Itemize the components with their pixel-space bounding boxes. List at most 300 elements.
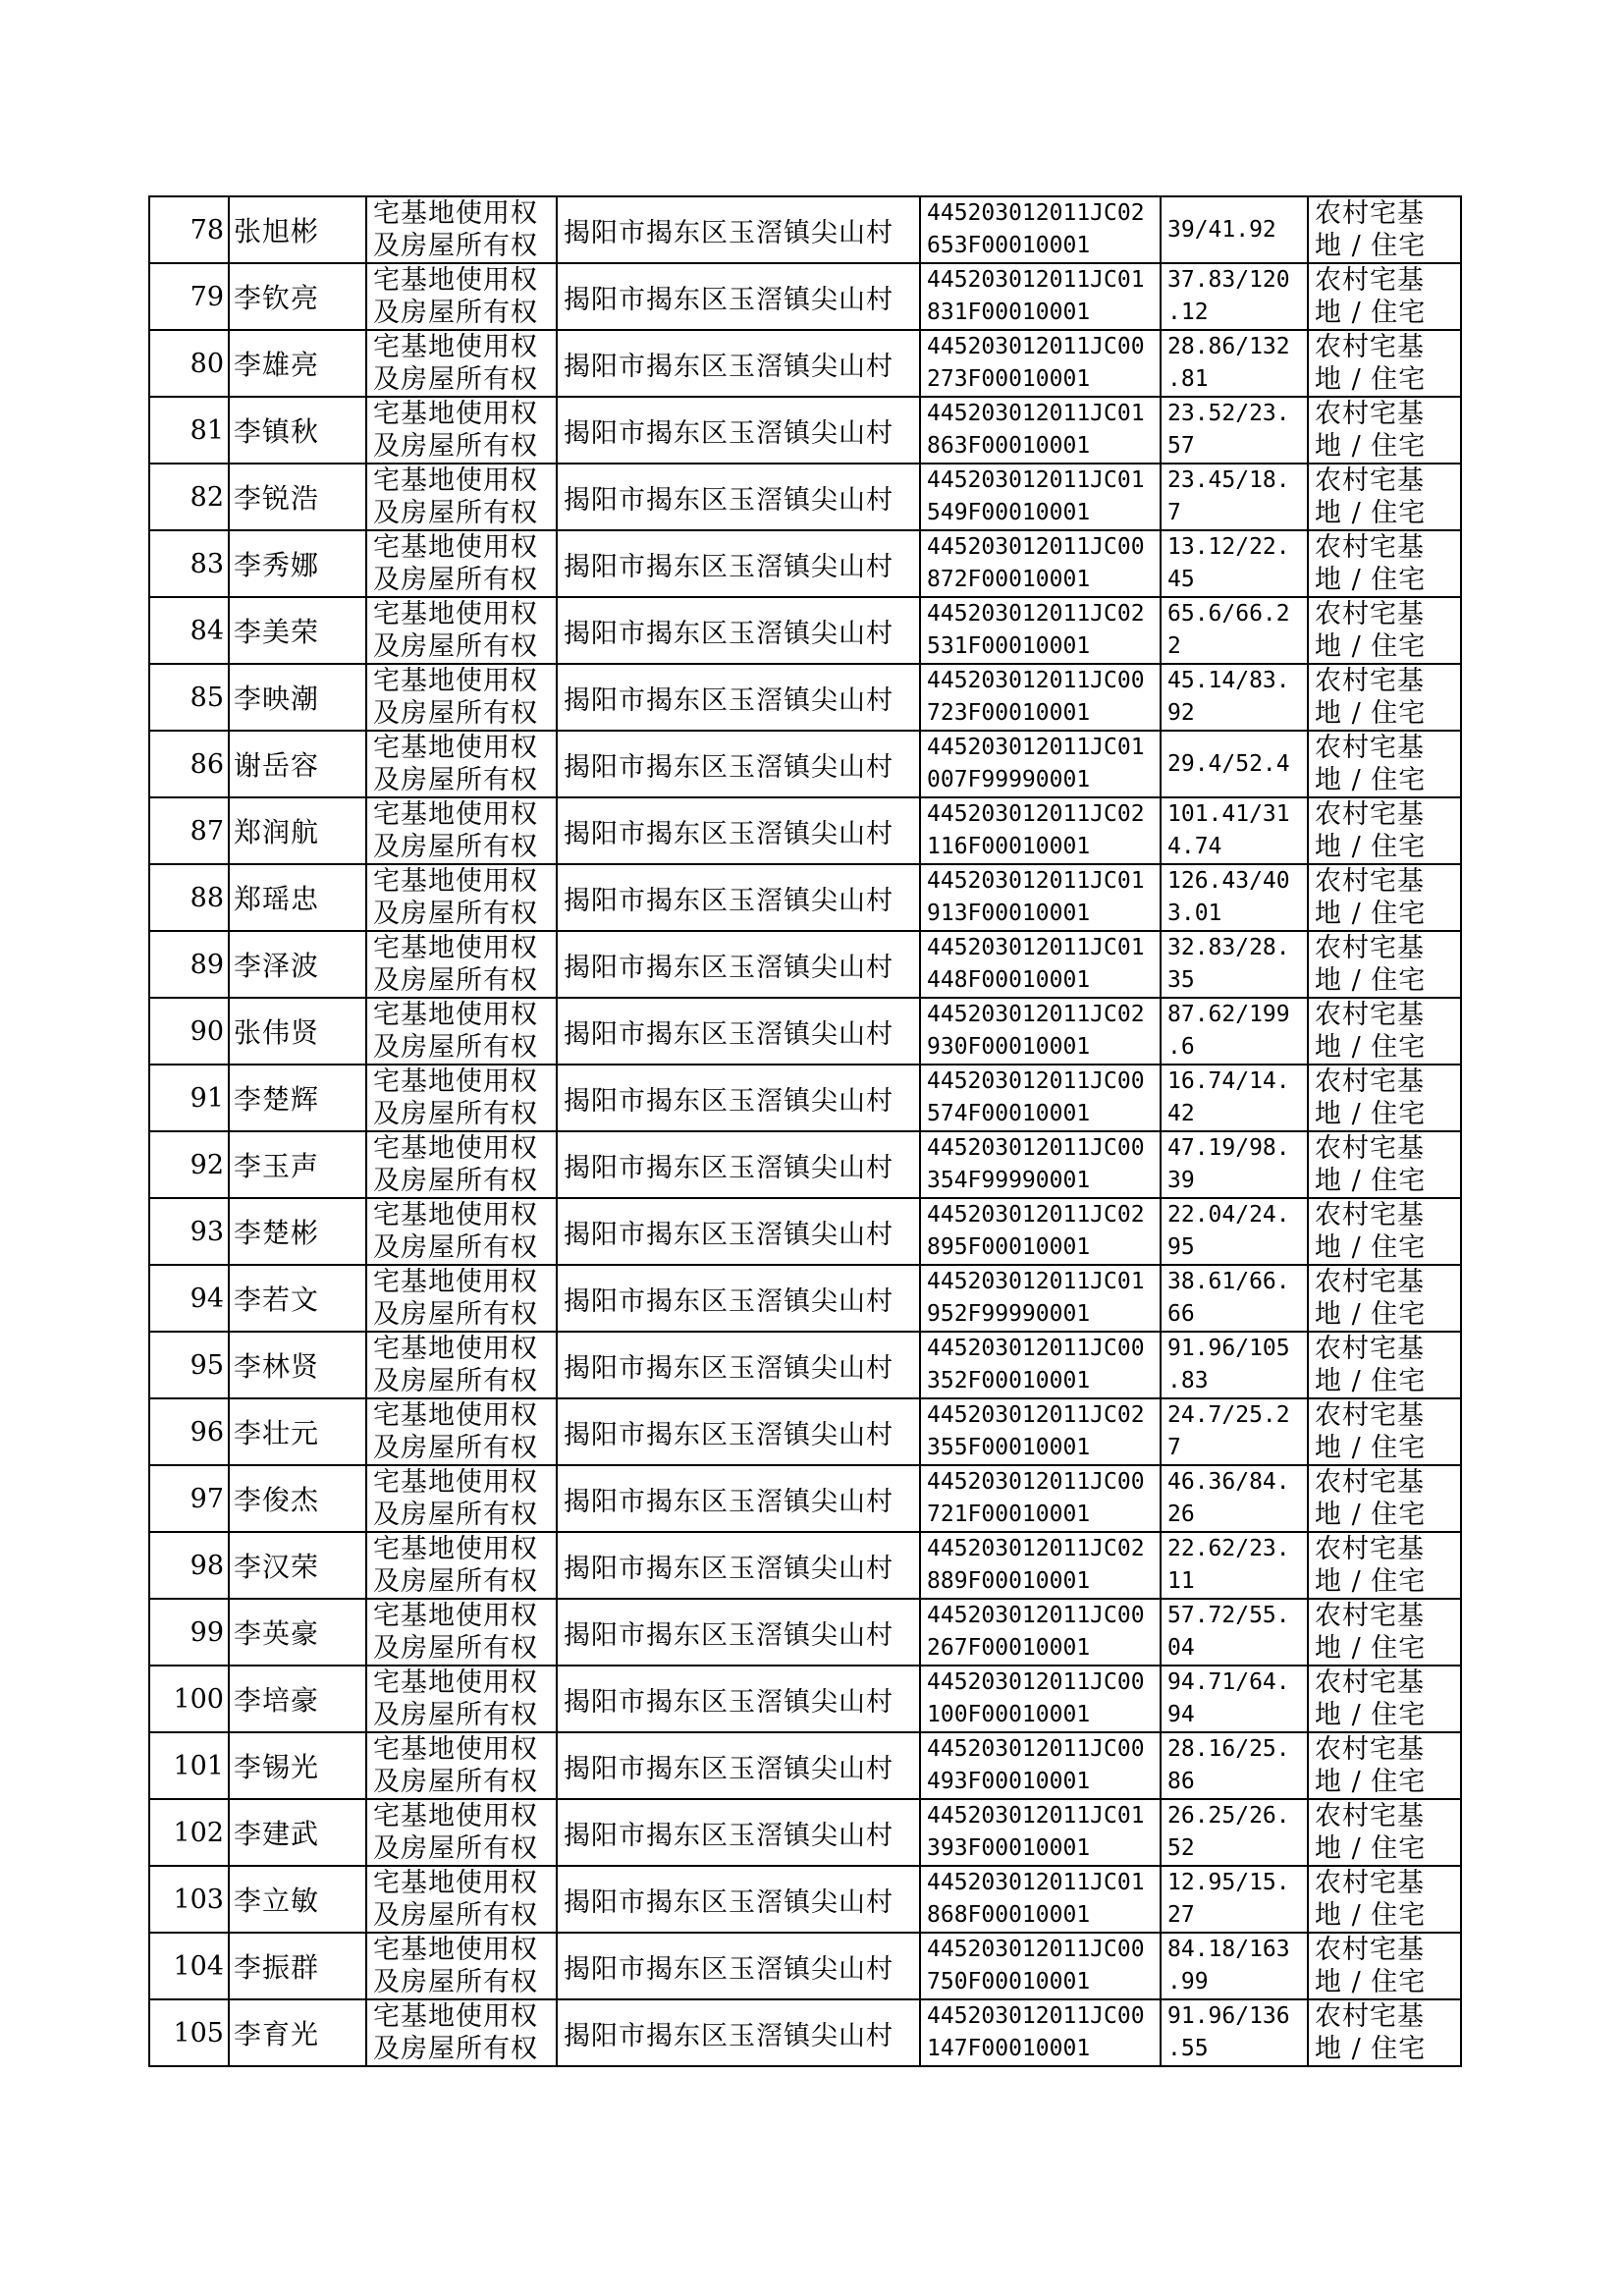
right-type: [366, 1732, 557, 1799]
land-use-line: 地 / 住宅: [1315, 1967, 1427, 1997]
land-use-line: 地 / 住宅: [1315, 364, 1427, 395]
land-use-line: 地 / 住宅: [1315, 965, 1427, 996]
land-use-line: 农村宅基: [1315, 799, 1425, 830]
land-use: [1308, 797, 1461, 864]
right-type-line: 及房屋所有权: [373, 1366, 538, 1396]
right-type-line: 宅基地使用权: [373, 1801, 538, 1831]
row-number: 95: [149, 1332, 229, 1398]
owner-name: 李镇秋: [229, 397, 366, 464]
property-code-line: 445203012011JC00: [927, 1937, 1145, 1962]
land-use: [1308, 1666, 1461, 1732]
area-value-line: 29.4/52.4: [1167, 750, 1290, 777]
area-value: [1161, 998, 1308, 1065]
area-value-line: 13.12/22.: [1167, 534, 1290, 560]
property-code-line: 273F00010001: [927, 366, 1091, 392]
area-value-line: 23.52/23.: [1167, 401, 1290, 426]
row-number: 104: [149, 1933, 229, 1999]
property-address: 揭阳市揭东区玉滘镇尖山村: [557, 597, 920, 664]
registry-table: [148, 195, 1462, 2067]
right-type: [366, 1065, 557, 1131]
area-value-line: 27: [1167, 1902, 1195, 1928]
row-number: 101: [149, 1732, 229, 1799]
property-code: [920, 1532, 1161, 1599]
right-type: [366, 597, 557, 664]
property-code-line: 354F99990001: [927, 1168, 1091, 1193]
row-number: 103: [149, 1866, 229, 1933]
land-use: [1308, 1532, 1461, 1599]
table-row: [149, 263, 1461, 330]
table-row: [149, 1398, 1461, 1465]
land-use-line: 地 / 住宅: [1315, 832, 1427, 862]
property-code-line: 445203012011JC02: [927, 801, 1145, 827]
owner-name: 李楚彬: [229, 1198, 366, 1265]
property-code-line: 750F00010001: [927, 1969, 1091, 1994]
right-type-line: 宅基地使用权: [373, 933, 538, 963]
right-type: [366, 1398, 557, 1465]
owner-name: 李钦亮: [229, 263, 366, 330]
right-type: [366, 731, 557, 797]
area-value: [1161, 1532, 1308, 1599]
area-value-line: 94.71/64.: [1167, 1669, 1290, 1695]
area-value-line: 11: [1167, 1568, 1195, 1594]
area-value-line: 86: [1167, 1769, 1195, 1794]
area-value-line: 45.14/83.: [1167, 668, 1290, 693]
property-code-line: 100F00010001: [927, 1702, 1091, 1727]
right-type: [366, 864, 557, 931]
land-use-line: 农村宅基: [1315, 2001, 1425, 2032]
area-value: [1161, 1332, 1308, 1398]
row-number: 90: [149, 998, 229, 1065]
land-use-line: 地 / 住宅: [1315, 1433, 1427, 1463]
right-type-line: 宅基地使用权: [373, 1534, 538, 1564]
property-code-line: 445203012011JC00: [927, 1669, 1145, 1695]
area-value-line: 95: [1167, 1234, 1195, 1260]
row-number: 83: [149, 530, 229, 597]
property-code: [920, 196, 1161, 263]
property-code-line: 445203012011JC00: [927, 2003, 1145, 2029]
area-value: [1161, 597, 1308, 664]
property-code-line: 448F00010001: [927, 967, 1091, 993]
property-code-line: 445203012011JC01: [927, 1803, 1145, 1829]
right-type: [366, 1799, 557, 1866]
right-type-line: 宅基地使用权: [373, 198, 538, 229]
land-use-line: 地 / 住宅: [1315, 1232, 1427, 1263]
table-row: [149, 196, 1461, 263]
property-code: [920, 797, 1161, 864]
owner-name: 李振群: [229, 1933, 366, 1999]
land-use-line: 农村宅基: [1315, 1133, 1425, 1164]
table-row: [149, 1332, 1461, 1398]
area-value: [1161, 196, 1308, 263]
property-code: [920, 1398, 1161, 1465]
property-code-line: 445203012011JC00: [927, 668, 1145, 693]
area-value: [1161, 464, 1308, 530]
land-use-line: 农村宅基: [1315, 1935, 1425, 1965]
right-type-line: 及房屋所有权: [373, 1900, 538, 1931]
owner-name: 谢岳容: [229, 731, 366, 797]
owner-name: 李玉声: [229, 1131, 366, 1198]
right-type-line: 及房屋所有权: [373, 765, 538, 795]
property-code-line: 445203012011JC00: [927, 1469, 1145, 1495]
right-type-line: 及房屋所有权: [373, 1166, 538, 1196]
table-row: [149, 1532, 1461, 1599]
property-code-line: 352F00010001: [927, 1368, 1091, 1393]
right-type: [366, 1532, 557, 1599]
land-use: [1308, 397, 1461, 464]
area-value: [1161, 931, 1308, 998]
right-type-line: 及房屋所有权: [373, 565, 538, 595]
owner-name: 李俊杰: [229, 1465, 366, 1532]
property-code-line: 831F00010001: [927, 300, 1091, 325]
property-code-line: 445203012011JC00: [927, 1336, 1145, 1361]
table-row: [149, 1599, 1461, 1666]
property-code-line: 445203012011JC02: [927, 1202, 1145, 1228]
land-use-line: 农村宅基: [1315, 1467, 1425, 1498]
table-row: [149, 1198, 1461, 1265]
property-code: [920, 1866, 1161, 1933]
land-use-line: 地 / 住宅: [1315, 2034, 1427, 2064]
area-value-line: 57: [1167, 433, 1195, 459]
right-type-line: 及房屋所有权: [373, 1767, 538, 1797]
area-value: [1161, 1198, 1308, 1265]
right-type: [366, 464, 557, 530]
land-use-line: 地 / 住宅: [1315, 631, 1427, 662]
area-value: [1161, 1398, 1308, 1465]
property-address: 揭阳市揭东区玉滘镇尖山村: [557, 263, 920, 330]
area-value: [1161, 664, 1308, 731]
owner-name: 李汉荣: [229, 1532, 366, 1599]
row-number: 94: [149, 1265, 229, 1332]
property-address: 揭阳市揭东区玉滘镇尖山村: [557, 1465, 920, 1532]
row-number: 81: [149, 397, 229, 464]
area-value-line: 3.01: [1167, 901, 1222, 926]
area-value: [1161, 1866, 1308, 1933]
area-value: [1161, 1599, 1308, 1666]
property-code-line: 445203012011JC01: [927, 868, 1145, 894]
property-code-line: 952F99990001: [927, 1301, 1091, 1327]
owner-name: 李锐浩: [229, 464, 366, 530]
land-use-line: 农村宅基: [1315, 733, 1425, 763]
area-value-line: 37.83/120: [1167, 267, 1290, 293]
property-code-line: 493F00010001: [927, 1769, 1091, 1794]
land-use-line: 农村宅基: [1315, 1000, 1425, 1030]
property-code-line: 267F00010001: [927, 1635, 1091, 1661]
property-code-line: 445203012011JC00: [927, 1135, 1145, 1161]
property-code: [920, 1732, 1161, 1799]
right-type: [366, 1999, 557, 2066]
property-code-line: 445203012011JC00: [927, 534, 1145, 560]
property-code: [920, 1799, 1161, 1866]
land-use: [1308, 597, 1461, 664]
land-use-line: 地 / 住宅: [1315, 1767, 1427, 1797]
property-code-line: 445203012011JC02: [927, 601, 1145, 627]
area-value-line: 52: [1167, 1835, 1195, 1861]
table-row: [149, 1999, 1461, 2066]
right-type: [366, 1465, 557, 1532]
right-type-line: 及房屋所有权: [373, 231, 538, 261]
land-use: [1308, 1065, 1461, 1131]
property-code-line: 895F00010001: [927, 1234, 1091, 1260]
area-value-line: 87.62/199: [1167, 1002, 1290, 1027]
property-code-line: 445203012011JC00: [927, 1603, 1145, 1628]
land-use: [1308, 196, 1461, 263]
area-value-line: 26.25/26.: [1167, 1803, 1290, 1829]
right-type-line: 宅基地使用权: [373, 399, 538, 429]
right-type-line: 及房屋所有权: [373, 1833, 538, 1864]
property-address: 揭阳市揭东区玉滘镇尖山村: [557, 1866, 920, 1933]
area-value-line: 57.72/55.: [1167, 1603, 1290, 1628]
row-number: 78: [149, 196, 229, 263]
right-type-line: 及房屋所有权: [373, 1633, 538, 1664]
land-use-line: 农村宅基: [1315, 532, 1425, 563]
right-type-line: 宅基地使用权: [373, 733, 538, 763]
area-value: [1161, 330, 1308, 397]
table-row: [149, 864, 1461, 931]
right-type-line: 宅基地使用权: [373, 532, 538, 563]
property-address: 揭阳市揭东区玉滘镇尖山村: [557, 1532, 920, 1599]
land-use-line: 地 / 住宅: [1315, 231, 1427, 261]
area-value-line: .55: [1167, 2036, 1209, 2061]
property-code: [920, 664, 1161, 731]
owner-name: 郑瑶忠: [229, 864, 366, 931]
owner-name: 郑润航: [229, 797, 366, 864]
property-address: 揭阳市揭东区玉滘镇尖山村: [557, 464, 920, 530]
right-type-line: 及房屋所有权: [373, 1967, 538, 1997]
right-type-line: 宅基地使用权: [373, 799, 538, 830]
land-use: [1308, 464, 1461, 530]
area-value-line: 22.04/24.: [1167, 1202, 1290, 1228]
land-use-line: 地 / 住宅: [1315, 498, 1427, 528]
land-use-line: 地 / 住宅: [1315, 1633, 1427, 1664]
property-code-line: 863F00010001: [927, 433, 1091, 459]
property-address: 揭阳市揭东区玉滘镇尖山村: [557, 1065, 920, 1131]
table-row: [149, 931, 1461, 998]
owner-name: 张伟贤: [229, 998, 366, 1065]
right-type-line: 宅基地使用权: [373, 265, 538, 296]
area-value-line: 45: [1167, 567, 1195, 592]
right-type-line: 及房屋所有权: [373, 431, 538, 462]
property-code: [920, 1265, 1161, 1332]
area-value-line: .81: [1167, 366, 1209, 392]
property-code: [920, 1065, 1161, 1131]
area-value-line: 23.45/18.: [1167, 467, 1290, 493]
property-code: [920, 330, 1161, 397]
row-number: 79: [149, 263, 229, 330]
property-code: [920, 1666, 1161, 1732]
property-code-line: 445203012011JC01: [927, 467, 1145, 493]
property-code: [920, 1465, 1161, 1532]
row-number: 92: [149, 1131, 229, 1198]
land-use-line: 农村宅基: [1315, 1667, 1425, 1698]
property-address: 揭阳市揭东区玉滘镇尖山村: [557, 1198, 920, 1265]
property-code: [920, 263, 1161, 330]
owner-name: 李秀娜: [229, 530, 366, 597]
right-type-line: 及房屋所有权: [373, 698, 538, 729]
owner-name: 李建武: [229, 1799, 366, 1866]
table-row: [149, 1265, 1461, 1332]
property-code-line: 445203012011JC01: [927, 735, 1145, 760]
property-code-line: 889F00010001: [927, 1568, 1091, 1594]
right-type-line: 及房屋所有权: [373, 1433, 538, 1463]
property-code-line: 445203012011JC00: [927, 1068, 1145, 1094]
land-use: [1308, 1198, 1461, 1265]
row-number: 80: [149, 330, 229, 397]
right-type-line: 宅基地使用权: [373, 866, 538, 897]
area-value: [1161, 797, 1308, 864]
property-code: [920, 1599, 1161, 1666]
right-type: [366, 330, 557, 397]
land-use: [1308, 664, 1461, 731]
land-use-line: 地 / 住宅: [1315, 565, 1427, 595]
property-code-line: 393F00010001: [927, 1835, 1091, 1861]
property-address: 揭阳市揭东区玉滘镇尖山村: [557, 797, 920, 864]
right-type-line: 及房屋所有权: [373, 2034, 538, 2064]
right-type: [366, 998, 557, 1065]
right-type-line: 宅基地使用权: [373, 1334, 538, 1364]
right-type: [366, 1332, 557, 1398]
table-row: [149, 998, 1461, 1065]
area-value: [1161, 263, 1308, 330]
property-code: [920, 464, 1161, 530]
property-address: 揭阳市揭东区玉滘镇尖山村: [557, 1799, 920, 1866]
row-number: 91: [149, 1065, 229, 1131]
area-value-line: 32.83/28.: [1167, 935, 1290, 960]
property-code: [920, 1999, 1161, 2066]
owner-name: 李若文: [229, 1265, 366, 1332]
property-code-line: 872F00010001: [927, 567, 1091, 592]
right-type-line: 宅基地使用权: [373, 666, 538, 696]
area-value-line: 28.16/25.: [1167, 1736, 1290, 1762]
right-type-line: 宅基地使用权: [373, 1267, 538, 1297]
land-use: [1308, 263, 1461, 330]
table-row: [149, 597, 1461, 664]
land-use-line: 农村宅基: [1315, 1801, 1425, 1831]
property-code-line: 445203012011JC00: [927, 334, 1145, 359]
land-use-line: 农村宅基: [1315, 933, 1425, 963]
property-code-line: 445203012011JC02: [927, 1536, 1145, 1561]
row-number: 97: [149, 1465, 229, 1532]
property-code-line: 549F00010001: [927, 500, 1091, 525]
right-type: [366, 1933, 557, 1999]
right-type-line: 宅基地使用权: [373, 2001, 538, 2032]
area-value-line: 91.96/105: [1167, 1336, 1290, 1361]
land-use: [1308, 330, 1461, 397]
land-use: [1308, 1265, 1461, 1332]
land-use-line: 地 / 住宅: [1315, 1032, 1427, 1063]
area-value-line: 46.36/84.: [1167, 1469, 1290, 1495]
right-type-line: 及房屋所有权: [373, 1299, 538, 1330]
property-address: 揭阳市揭东区玉滘镇尖山村: [557, 998, 920, 1065]
land-use: [1308, 1732, 1461, 1799]
land-use-line: 地 / 住宅: [1315, 1299, 1427, 1330]
area-value-line: 39: [1167, 1168, 1195, 1193]
area-value: [1161, 864, 1308, 931]
land-use: [1308, 530, 1461, 597]
property-address: 揭阳市揭东区玉滘镇尖山村: [557, 397, 920, 464]
right-type: [366, 1866, 557, 1933]
area-value: [1161, 1933, 1308, 1999]
table-row: [149, 397, 1461, 464]
area-value-line: 94: [1167, 1702, 1195, 1727]
area-value-line: 16.74/14.: [1167, 1068, 1290, 1094]
property-code-line: 723F00010001: [927, 700, 1091, 726]
area-value: [1161, 1732, 1308, 1799]
area-value-line: .83: [1167, 1368, 1209, 1393]
area-value-line: 4.74: [1167, 834, 1222, 859]
land-use-line: 农村宅基: [1315, 1734, 1425, 1765]
owner-name: 李锡光: [229, 1732, 366, 1799]
right-type: [366, 931, 557, 998]
right-type-line: 及房屋所有权: [373, 1500, 538, 1530]
property-code-line: 007F99990001: [927, 767, 1091, 792]
right-type-line: 及房屋所有权: [373, 298, 538, 328]
land-use-line: 地 / 住宅: [1315, 1700, 1427, 1730]
right-type-line: 及房屋所有权: [373, 832, 538, 862]
owner-name: 李映潮: [229, 664, 366, 731]
table-body: [149, 196, 1461, 2066]
property-code-line: 147F00010001: [927, 2036, 1091, 2061]
row-number: 102: [149, 1799, 229, 1866]
row-number: 82: [149, 464, 229, 530]
land-use-line: 地 / 住宅: [1315, 1833, 1427, 1864]
right-type-line: 宅基地使用权: [373, 599, 538, 629]
area-value-line: 12.95/15.: [1167, 1870, 1290, 1895]
land-use: [1308, 864, 1461, 931]
area-value: [1161, 731, 1308, 797]
area-value-line: 7: [1167, 1435, 1181, 1460]
land-use-line: 地 / 住宅: [1315, 1900, 1427, 1931]
property-code-line: 574F00010001: [927, 1101, 1091, 1126]
right-type-line: 宅基地使用权: [373, 1601, 538, 1631]
land-use-line: 农村宅基: [1315, 866, 1425, 897]
land-use-line: 农村宅基: [1315, 1868, 1425, 1898]
property-code: [920, 1198, 1161, 1265]
land-use: [1308, 1866, 1461, 1933]
row-number: 88: [149, 864, 229, 931]
property-code-line: 868F00010001: [927, 1902, 1091, 1928]
land-use-line: 地 / 住宅: [1315, 698, 1427, 729]
right-type-line: 及房屋所有权: [373, 899, 538, 929]
row-number: 105: [149, 1999, 229, 2066]
area-value-line: .6: [1167, 1034, 1195, 1060]
land-use-line: 农村宅基: [1315, 1334, 1425, 1364]
right-type-line: 宅基地使用权: [373, 1935, 538, 1965]
right-type: [366, 1198, 557, 1265]
area-value-line: 35: [1167, 967, 1195, 993]
right-type: [366, 1131, 557, 1198]
land-use-line: 地 / 住宅: [1315, 765, 1427, 795]
row-number: 84: [149, 597, 229, 664]
land-use-line: 农村宅基: [1315, 1267, 1425, 1297]
area-value: [1161, 1065, 1308, 1131]
area-value-line: 38.61/66.: [1167, 1269, 1290, 1294]
property-code: [920, 397, 1161, 464]
land-use-line: 农村宅基: [1315, 1400, 1425, 1431]
area-value: [1161, 397, 1308, 464]
property-address: 揭阳市揭东区玉滘镇尖山村: [557, 1732, 920, 1799]
right-type-line: 及房屋所有权: [373, 965, 538, 996]
property-code-line: 531F00010001: [927, 633, 1091, 659]
land-use-line: 农村宅基: [1315, 332, 1425, 362]
right-type-line: 宅基地使用权: [373, 1133, 538, 1164]
right-type-line: 宅基地使用权: [373, 1868, 538, 1898]
area-value: [1161, 1999, 1308, 2066]
right-type: [366, 797, 557, 864]
row-number: 98: [149, 1532, 229, 1599]
area-value-line: 91.96/136: [1167, 2003, 1290, 2029]
right-type-line: 宅基地使用权: [373, 1400, 538, 1431]
property-code: [920, 864, 1161, 931]
